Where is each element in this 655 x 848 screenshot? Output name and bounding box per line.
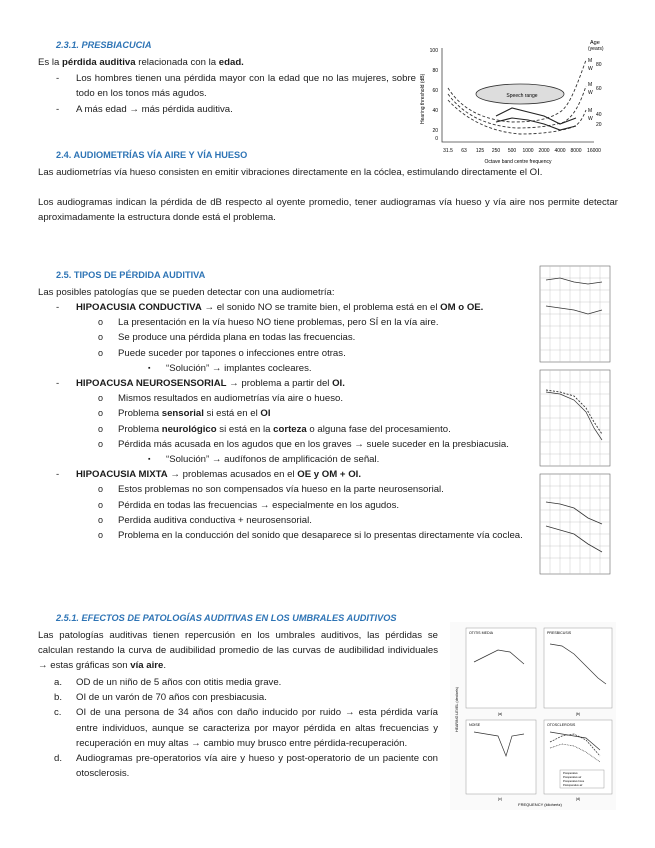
legend-entry: Preoperative bone [563,780,585,783]
speech-range-label: Speech range [506,93,538,99]
mixta-sub: o Estos problemas no son compensados vía hueso en la parte neurosensorial. [38,482,530,497]
panel-otitis [466,628,536,716]
heading-efectos: 2.5.1. EFECTOS DE PATOLOGÍAS AUDITIVAS EN LOS UMBRALES AUDITIVOS [56,613,397,623]
neuro-sub: o Problema neurológico si está en la corteza o alguna fase del procesamiento. [38,422,530,437]
audiogram-conductiva [540,266,610,362]
age-title: Age [590,40,600,46]
ytick: 80 [432,68,438,74]
presbiacucia-xlabel: Octave band centre frequency [484,159,552,165]
xtick: 250 [491,148,501,154]
presbiacucia-ylabel: Hearing threshold (dB) [420,73,426,124]
legend-entry: Preoperative air [563,776,582,779]
conductiva-solucion: ▪ “Solución” → implantes cocleares. [38,361,530,376]
ytick: 20 [432,128,438,134]
panel-letter: (c) [497,797,503,801]
presbiacucia-chart [418,36,618,168]
age-title-2: (years) [588,46,604,52]
age-label: 40 [596,112,602,118]
audiometrias-p1: Las audiometrías vía hueso consisten en emitir vibraciones directamente en la cóclea, estimulando directamente el OI. [38,167,543,178]
panel-presbicusis [544,628,612,716]
presbiacucia-bullet: - A más edad → más pérdida auditiva. [38,102,416,117]
panel-title: OTITIS MEDIA [469,631,493,635]
audiometrias-p2: Los audiogramas indican la pérdida de dB respecto al oyente promedio, tener audiogramas vía hueso y vía aire nos permite detectar aproximadamente la estructura donde está el problema. [38,197,618,223]
age-labels [588,58,602,128]
panel-letter: (b) [575,712,581,716]
efectos-item: b. OI de un varón de 70 años con presbiacusia. [54,692,267,704]
panel-title: OTOSCLEROSIS [547,723,576,727]
conductiva-item: - HIPOACUSIA CONDUCTIVA → el sonido NO se tramite bien, el problema está en el OM o OE. [38,300,530,315]
xtick: 31.5 [443,148,453,154]
legend-entry: Preoperative [563,772,578,775]
heading-audiometrias: 2.4. AUDIOMETRÍAS VÍA AIRE Y VÍA HUESO [56,150,248,160]
tipos-audiograms [536,262,616,584]
presbiacucia-intro: Es la pérdida auditiva relacionada con la edad. [38,57,244,68]
conductiva-sub: o La presentación en la vía hueso NO tiene problemas, pero SÍ en la vía aire. [38,315,530,330]
efectos-chart [450,622,616,810]
curve-w2 [496,118,576,130]
panel-title: NOISE [469,723,481,727]
mixta-sub: o Pérdida en todas las frecuencias → especialmente en los agudos. [38,498,530,513]
neuro-sub: o Pérdida más acusada en los agudos que en los graves → suele suceder en la presbiacusia. [38,437,530,452]
xtick: 8000 [570,148,582,154]
panel-letter: (a) [497,712,503,716]
audiogram-mixta [540,474,610,574]
efectos-item: a. OD de un niño de 5 años con otitis media grave. [54,677,282,688]
xtick: 4000 [554,148,566,154]
section-audiometrias [38,165,618,225]
section-tipos [38,285,530,543]
heading-presbiacucia: 2.3.1. PRESBIACUCIA [56,40,152,50]
presbiacucia-xticks [443,148,601,154]
mixta-sub: o Perdida auditiva conductiva + neurosensorial. [38,513,530,528]
audiogram-neurosensorial [540,370,610,466]
xtick: 1000 [522,148,534,154]
efectos-xlabel: FREQUENCY (kilohertz) [518,802,562,807]
sex-label: W [588,116,593,122]
ytick: 100 [429,48,438,54]
xtick: 63 [461,148,467,154]
xtick: 2000 [538,148,550,154]
conductiva-sub: o Puede suceder por tapones o infecciones entre otras. [38,346,530,361]
efectos-item: d. Audiogramas pre-operatorios vía aire y hueso y post-operatorio de un paciente con otosclerosis. [54,753,438,780]
tipos-intro: Las posibles patologías que se pueden detectar con una audiometría: [38,287,335,298]
xtick: 125 [475,148,485,154]
neuro-solucion: ▪ “Solución” → audífonos de amplificación de señal. [38,452,530,467]
section-efectos [38,628,438,781]
age-label: 80 [596,62,602,68]
neuro-sub: o Mismos resultados en audiometrías vía aire o hueso. [38,391,530,406]
age-label: 60 [596,86,602,92]
efectos-item: c. OI de una persona de 34 años con daño inducido por ruido → esta pérdida varía entre individuos, aunque se caracteriza por mayor pérdida en altas frecuencias y recuperación en muy altas → cambio muy brusco entre pérdida-recuperación. [54,707,438,749]
presbiacucia-yticks [430,48,439,142]
legend-entry: Postoperative air [563,784,583,787]
heading-tipos: 2.5. TIPOS DE PÉRDIDA AUDITIVA [56,270,206,280]
panel-otosclerosis [544,720,612,801]
ytick: 0 [435,136,438,142]
sex-label: M [588,108,593,114]
efectos-intro: Las patologías auditivas tienen repercusión en los umbrales auditivos, las pérdidas se calculan restando la curva de audibilidad promedio de las curvas de audibilidad individuales → estas gráficas son vía aire. [38,630,438,671]
section-presbiacucia [38,55,416,118]
ytick: 60 [432,88,438,94]
sex-label: W [588,66,593,72]
neuro-sub: o Problema sensorial si está en el OI [38,406,530,421]
panel-title: PRESBICUSIS [547,631,572,635]
neuro-item: - HIPOACUSA NEUROSENSORIAL → problema a partir del OI. [38,376,530,391]
panel-noise [466,720,536,801]
efectos-ylabel: HEARING LEVEL (decibels) [455,686,459,732]
xtick: 500 [507,148,517,154]
panel-letter: (d) [575,797,581,801]
sex-label: M [588,82,593,88]
presbiacucia-bullet: - Los hombres tienen una pérdida mayor con la edad que no las mujeres, sobre todo en los tonos más agudos. [38,71,416,101]
sex-label: W [588,90,593,96]
age-label: 20 [596,122,602,128]
conductiva-sub: o Se produce una pérdida plana en todas las frecuencias. [38,330,530,345]
xtick: 16000 [587,148,601,154]
mixta-sub: o Problema en la conducción del sonido que desaparece si lo presentas directamente vía coclea. [38,528,655,543]
ytick: 40 [432,108,438,114]
sex-label: M [588,58,593,64]
mixta-item: - HIPOACUSIA MIXTA → problemas acusados en el OE y OM + OI. [38,467,530,482]
